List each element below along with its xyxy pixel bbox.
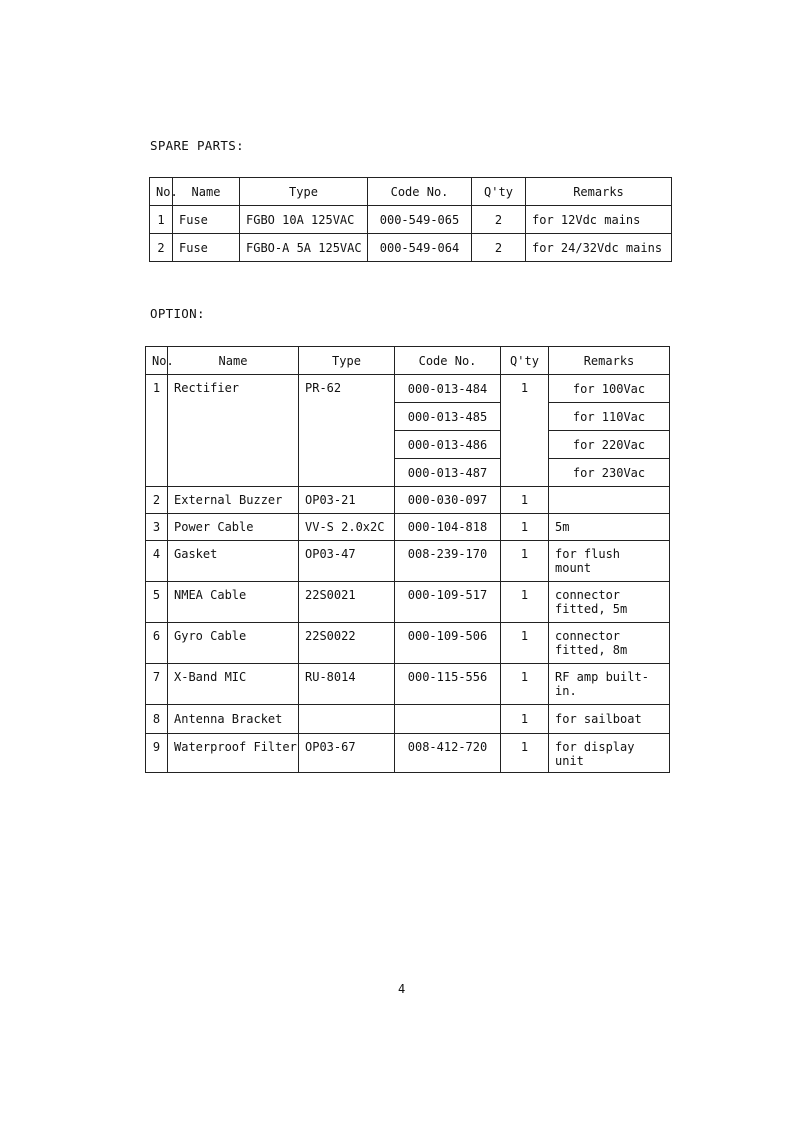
item-remarks: for 110Vac — [549, 403, 669, 431]
spare-parts-table — [149, 177, 672, 262]
column-header: No. — [150, 178, 173, 206]
item-remarks: for 220Vac — [549, 431, 669, 459]
table-row — [146, 541, 670, 582]
column-header: Type — [299, 347, 395, 375]
item-name: Antenna Bracket — [168, 705, 299, 734]
item-remarks: for 100Vac — [572, 381, 646, 396]
item-code: 000-013-487 — [395, 459, 500, 487]
table-row — [146, 705, 670, 734]
item-name: Gyro Cable — [168, 623, 299, 664]
item-type: RU-8014 — [299, 664, 395, 705]
column-header: Code No. — [395, 347, 501, 375]
item-name: Fuse — [173, 234, 240, 262]
table-row — [146, 582, 670, 623]
item-remarks: for flush mount — [549, 541, 670, 582]
table-row — [146, 375, 670, 487]
item-number: 1 — [146, 375, 168, 487]
item-code: 000-013-486 — [395, 431, 500, 459]
item-type: OP03-47 — [299, 541, 395, 582]
item-number: 9 — [146, 734, 168, 773]
table-row — [146, 487, 670, 514]
item-code: 000-013-485 — [395, 403, 500, 431]
item-name: External Buzzer — [168, 487, 299, 514]
remarks-list — [549, 375, 670, 487]
table-row — [150, 234, 672, 262]
item-name: NMEA Cable — [168, 582, 299, 623]
item-code: 000-115-556 — [395, 664, 501, 705]
table-row — [146, 514, 670, 541]
item-number: 2 — [150, 234, 173, 262]
item-code: 000-549-065 — [368, 206, 472, 234]
item-name: Waterproof Filter — [168, 734, 299, 773]
item-code: 000-109-506 — [395, 623, 501, 664]
item-number: 8 — [146, 705, 168, 734]
item-type: VV-S 2.0x2C — [299, 514, 395, 541]
item-code — [395, 705, 501, 734]
item-type: 22S0022 — [299, 623, 395, 664]
item-type: FGBO 10A 125VAC — [240, 206, 368, 234]
code-list — [395, 375, 501, 487]
item-remarks: RF amp built-in. — [549, 664, 670, 705]
item-type: FGBO-A 5A 125VAC — [240, 234, 368, 262]
option-table — [145, 346, 670, 773]
column-header: Code No. — [368, 178, 472, 206]
item-remarks: connector fitted, 5m — [549, 582, 670, 623]
item-number: 7 — [146, 664, 168, 705]
table-row — [146, 734, 670, 773]
item-code: 000-109-517 — [395, 582, 501, 623]
item-type: OP03-21 — [299, 487, 395, 514]
option-heading: OPTION: — [150, 306, 205, 321]
item-type — [299, 705, 395, 734]
column-header: Q'ty — [472, 178, 526, 206]
item-code: 008-239-170 — [395, 541, 501, 582]
item-name: Gasket — [168, 541, 299, 582]
item-type: PR-62 — [299, 375, 395, 487]
item-name: Power Cable — [168, 514, 299, 541]
item-number: 1 — [150, 206, 173, 234]
item-code: 000-013-484 — [407, 381, 488, 396]
spare-parts-heading: SPARE PARTS: — [150, 138, 244, 153]
column-header: No. — [146, 347, 168, 375]
item-remarks — [549, 487, 670, 514]
table-header-row — [146, 347, 670, 375]
item-remarks: for 24/32Vdc mains — [526, 234, 672, 262]
column-header: Q'ty — [501, 347, 549, 375]
item-qty: 1 — [501, 623, 549, 664]
item-code: 000-030-097 — [395, 487, 501, 514]
item-remarks: for display unit — [549, 734, 670, 773]
item-qty: 1 — [501, 582, 549, 623]
column-header: Name — [173, 178, 240, 206]
item-name: Fuse — [173, 206, 240, 234]
item-number: 5 — [146, 582, 168, 623]
item-qty: 1 — [501, 705, 549, 734]
item-qty: 1 — [501, 514, 549, 541]
item-qty: 1 — [501, 487, 549, 514]
item-code: 000-104-818 — [395, 514, 501, 541]
item-remarks: for 12Vdc mains — [526, 206, 672, 234]
item-number: 4 — [146, 541, 168, 582]
item-remarks: connector fitted, 8m — [549, 623, 670, 664]
table-row — [146, 623, 670, 664]
item-code: 008-412-720 — [395, 734, 501, 773]
table-header-row — [150, 178, 672, 206]
item-number: 6 — [146, 623, 168, 664]
item-qty: 1 — [501, 541, 549, 582]
item-name: X-Band MIC — [168, 664, 299, 705]
page-number: 4 — [398, 982, 406, 996]
column-header: Type — [240, 178, 368, 206]
table-row — [150, 206, 672, 234]
item-number: 3 — [146, 514, 168, 541]
item-code: 000-549-064 — [368, 234, 472, 262]
item-remarks: 5m — [549, 514, 670, 541]
column-header: Remarks — [549, 347, 670, 375]
item-qty: 2 — [472, 234, 526, 262]
item-remarks: for 230Vac — [549, 459, 669, 487]
item-qty: 1 — [501, 664, 549, 705]
column-header: Remarks — [526, 178, 672, 206]
table-row — [146, 664, 670, 705]
column-header: Name — [168, 347, 299, 375]
item-remarks: for sailboat — [549, 705, 670, 734]
item-number: 2 — [146, 487, 168, 514]
item-qty: 1 — [501, 375, 549, 487]
item-qty: 1 — [501, 734, 549, 773]
item-type: 22S0021 — [299, 582, 395, 623]
item-type: OP03-67 — [299, 734, 395, 773]
item-qty: 2 — [472, 206, 526, 234]
item-name: Rectifier — [168, 375, 299, 487]
